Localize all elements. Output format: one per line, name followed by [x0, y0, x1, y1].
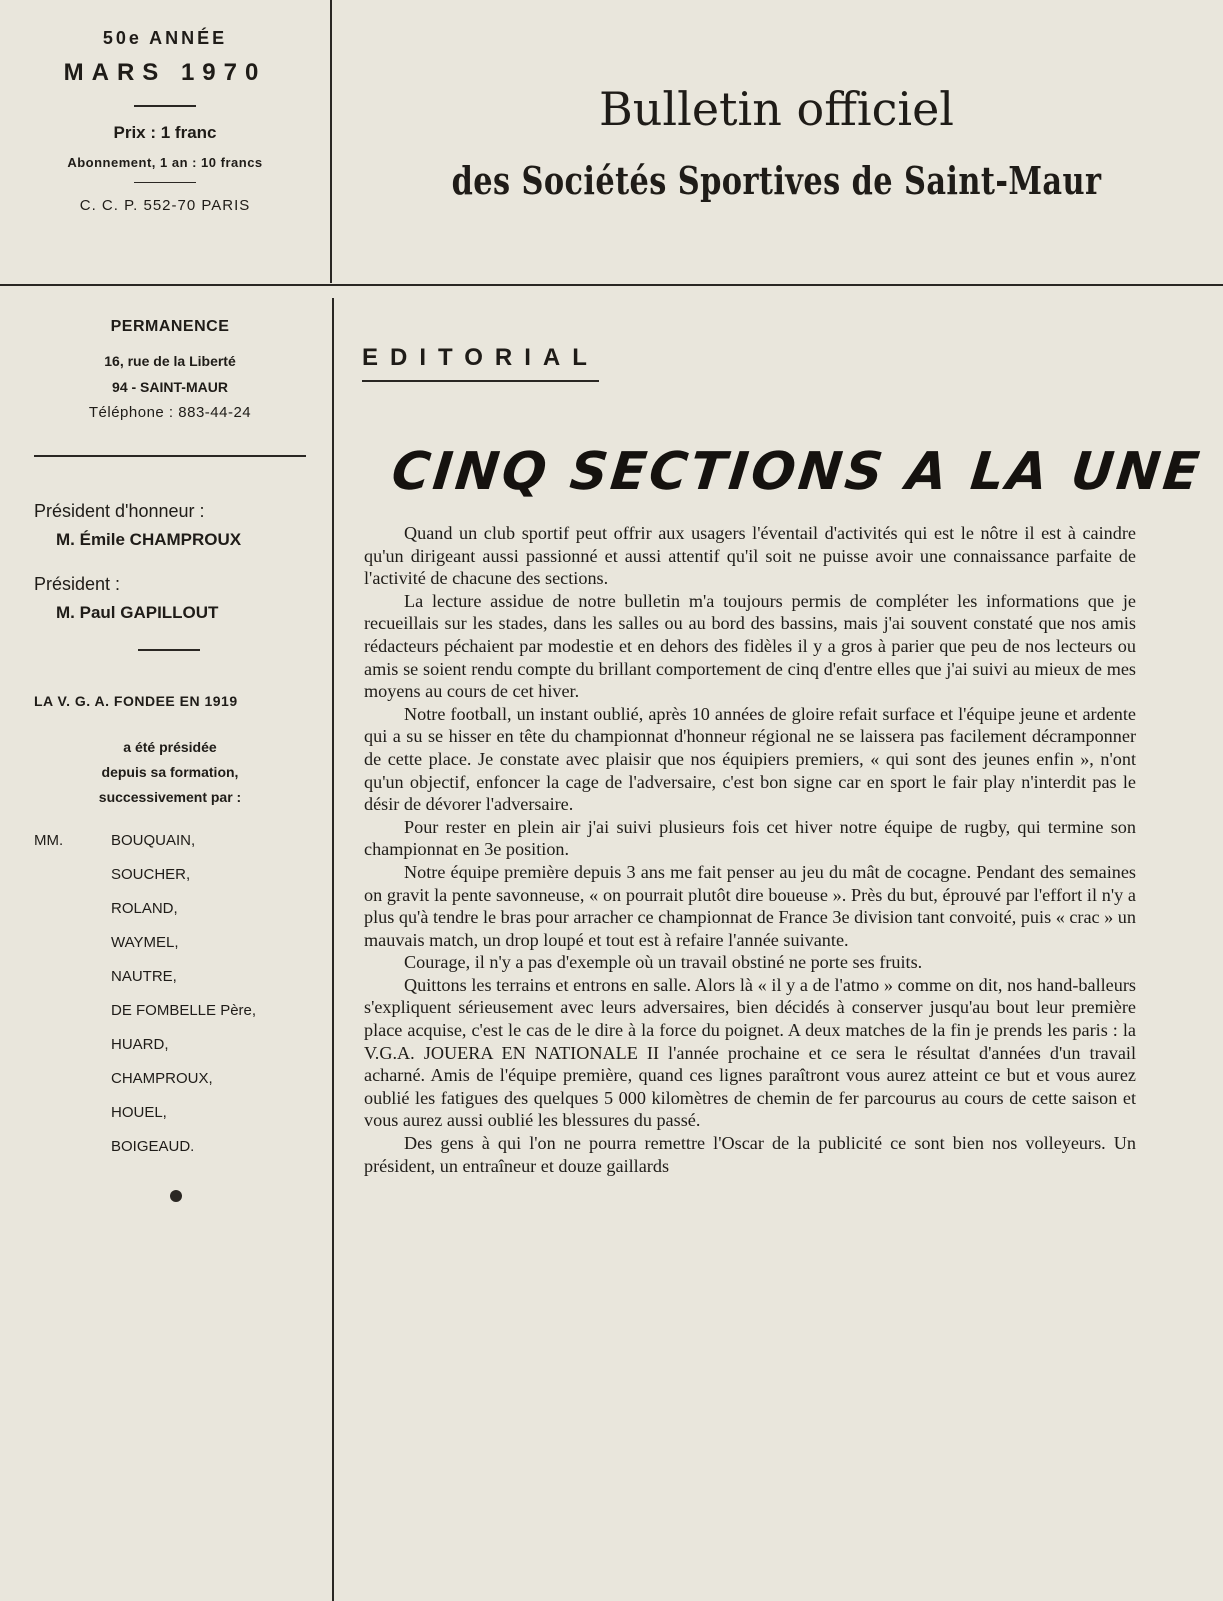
divider [134, 105, 196, 107]
paragraph: La lecture assidue de notre bulletin m'a toujours permis de compléter les informations que je recueillais sur les stades, dans les salles ou au bord des bassins, mais j'ai souvent constaté que nos amis rédacteurs péchaient par modestie et en dehors des fidèles il y a gros à parier que peu de nos lecteurs ou amis se soient rendu compte du brillant comportement de cinq d'entre elles que j'ai suivi au mieux de mes moyens au cours de cet hiver. [364, 590, 1136, 702]
paragraph: Quand un club sportif peut offrir aux usagers l'éventail d'activités qui est le nôtre il est à caindre qu'un dirigeant aussi passionné et aussi attentif qu'il soit ne puisse avoir une connaissance parfaite de l'activité de chacune des sections. [364, 523, 1136, 589]
list-item [34, 968, 306, 1002]
president-entry: HUARD, [111, 1036, 169, 1053]
list-item [34, 1138, 306, 1172]
bulletin-subtitle: des Sociétés Sportives de Saint-Maur [451, 158, 1102, 203]
list-item [34, 832, 306, 866]
presided-text [34, 735, 306, 810]
paragraph: Courage, il n'y a pas d'exemple où un travail obstiné ne porte ses fruits. [404, 952, 923, 973]
article-body [364, 522, 1136, 1177]
paragraph: Pour rester en plein air j'ai suivi plusieurs fois cet hiver notre équipe de rugby, qui termine son championnat en 3e position. [364, 816, 1136, 860]
president-entry: NAUTRE, [111, 968, 177, 985]
divider [34, 455, 306, 457]
list-item [34, 866, 306, 900]
president-entry: DE FOMBELLE Père, [111, 1002, 257, 1019]
list-item [34, 900, 306, 934]
header-divider [330, 0, 332, 283]
bulletin-title: Bulletin officiel [598, 82, 955, 136]
ccp-number: C. C. P. 552-70 PARIS [79, 197, 251, 214]
section-label: EDITORIAL [362, 344, 599, 382]
founded-line: LA V. G. A. FONDEE EN 1919 [34, 693, 238, 709]
divider [138, 649, 200, 651]
column-divider [332, 298, 334, 1601]
list-item [34, 934, 306, 968]
president-entry: SOUCHER, [111, 866, 191, 883]
issue-month: MARS 1970 [63, 59, 267, 86]
list-item [34, 1104, 306, 1138]
divider [134, 182, 196, 183]
paragraph: Notre football, un instant oublié, après 10 années de gloire refait surface et l'équipe jeune et ardente qui a su se hisser en tête du championnat d'honneur régional ne se laissera pas facilement décramponner de cette place. Je constate avec plaisir que nos équipiers premiers, « qui sont des jeunes enfin », n'ont qu'un objectif, enfoncer la cage de l'adversaire, c'est bon signe car en sport le fair play n'interdit pas le désir de dévorer l'adversaire. [364, 703, 1136, 815]
president-entry: ROLAND, [111, 900, 178, 917]
list-item [34, 1070, 306, 1104]
sidebar [34, 318, 306, 1202]
permanence-title: PERMANENCE [110, 318, 230, 335]
address-line: 94 - SAINT-MAUR [112, 379, 228, 395]
presided-line: depuis sa formation, [101, 764, 239, 780]
presided-line: successivement par : [98, 789, 242, 805]
address-line: 16, rue de la Liberté [104, 353, 236, 369]
honorary-president-name: M. Émile CHAMPROUX [56, 530, 242, 549]
issue-info [0, 28, 330, 214]
address [34, 348, 306, 400]
past-presidents-list [34, 832, 306, 1172]
president-name: M. Paul GAPILLOUT [56, 603, 219, 622]
headline: CINQ SECTIONS A LA UNE [388, 442, 1205, 502]
president-entry: BOIGEAUD. [111, 1138, 195, 1155]
president-entry: CHAMPROUX, [111, 1070, 213, 1087]
paragraph: Notre équipe première depuis 3 ans me fait penser au jeu du mât de cocagne. Pendant des semaines on gravit la pente savonneuse, « on pourrait plutôt dire boueuse ». Près du but, éprouvé par l'effort il n'y a plus qu'à tendre le bras pour arracher ce championnat de France 3e division tant convoité, puis « crac » un mauvais match, un drop loupé et tout est à refaire l'année suivante. [364, 861, 1136, 950]
header-bottom-rule [0, 284, 1223, 286]
president-entry: BOUQUAIN, [111, 832, 196, 849]
paragraph: Quittons les terrains et entrons en salle. Alors là « il y a de l'atmo » comme on dit, nos hand-balleurs s'expliquent sérieusement avec leurs adversaires, bien décidés à conserver jusqu'au bout leur première place acquise, c'est le cas de le dire à la force du poignet. A deux matches de la fin je prends les paris : la V.G.A. JOUERA EN NATIONALE II l'année prochaine et ce sera le résultat d'années d'un travail acharné. Amis de l'équipe première, quand ces lignes paraîtront vous aurez atteint ce but et vous aurez oublié les fatigues des quelques 5 000 kilomètres de chemin de fer parcourus au cours de cette saison et vous aurez aussi oublié les blessures du passé. [364, 974, 1136, 1131]
subscription: Abonnement, 1 an : 10 francs [67, 155, 263, 170]
price: Prix : 1 franc [113, 123, 217, 142]
honorary-president-label: Président d'honneur : [34, 501, 205, 521]
list-item [34, 1002, 306, 1036]
paragraph: Des gens à qui l'on ne pourra remettre l'Oscar de la publicité ce sont bien nos volleyeurs. Un président, un entraîneur et douze gaillards [364, 1133, 1136, 1176]
telephone: Téléphone : 883-44-24 [88, 404, 252, 421]
list-item [34, 1036, 306, 1070]
issue-year: 50e ANNÉE [102, 28, 228, 48]
president-entry: HOUEL, [111, 1104, 167, 1121]
presided-line: a été présidée [123, 739, 217, 755]
bullet-ornament-icon [170, 1190, 182, 1202]
president-entry: WAYMEL, [111, 934, 179, 951]
president-label: Président : [34, 574, 121, 594]
mm-prefix: MM. [34, 832, 64, 849]
